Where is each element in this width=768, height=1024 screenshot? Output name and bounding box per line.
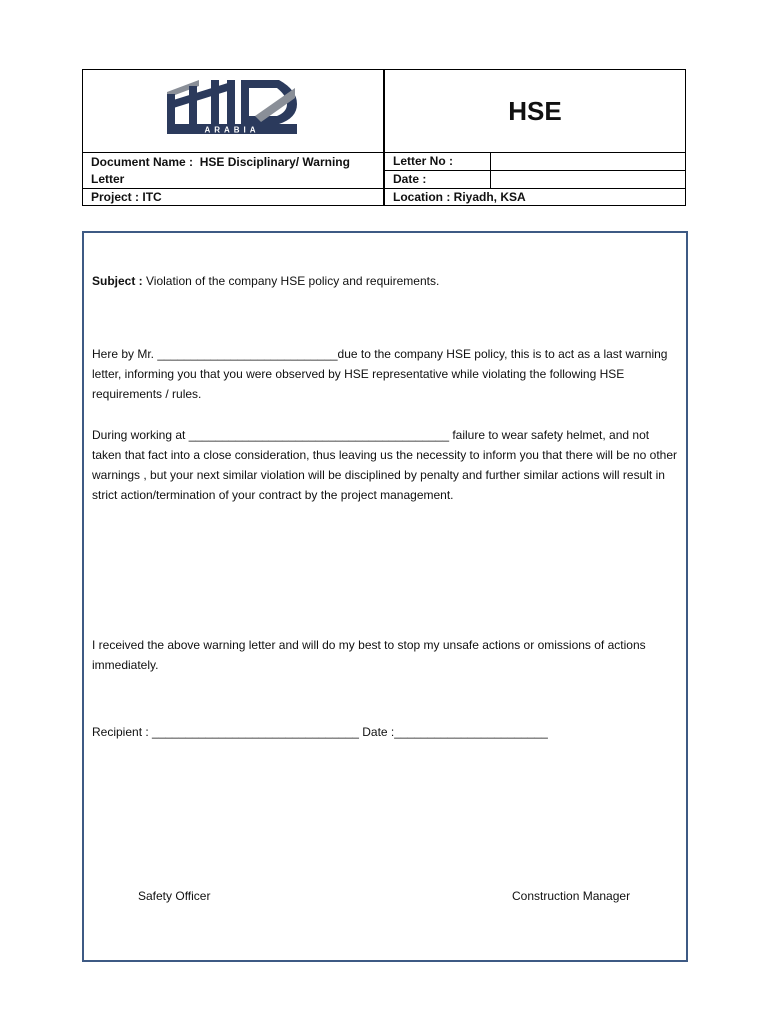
location-value: Riyadh, KSA [453, 190, 526, 204]
subject-line [92, 271, 680, 291]
letter-no-field[interactable] [491, 153, 685, 171]
header-title: HSE [385, 70, 685, 153]
project-cell [83, 189, 385, 206]
recipient-date-line: Recipient : _______________________________ Date :_______________________ [92, 725, 548, 739]
document-name-label: Document Name : [91, 155, 194, 169]
project-value: ITC [142, 190, 162, 204]
location-label: Location : [393, 190, 451, 204]
date-label: Date : [385, 171, 491, 189]
document-header-table [82, 69, 686, 206]
project-label: Project : [91, 190, 140, 204]
signature-safety-officer: Safety Officer [138, 889, 211, 903]
paragraph-violation-details: During working at _______________________________________ failure to wear safety helmet, and not taken that fact into a close consideration, thus leaving us the necessity to inform you that there will be no other warnings , but your next similar violation will be disciplined by penalty and further similar actions will result in strict action/termination of your contract by the project management. [92, 428, 677, 502]
logo-cell [83, 70, 385, 153]
company-logo [161, 76, 301, 136]
location-cell [385, 189, 685, 206]
date-field[interactable] [491, 171, 685, 189]
subject-label: Subject : [92, 274, 143, 288]
paragraph-acknowledgement: I received the above warning letter and will do my best to stop my unsafe actions or omissions of actions immediately. [92, 638, 646, 672]
letter-body-box [82, 231, 688, 962]
document-name-value: HSE Disciplinary/ Warning Letter [91, 155, 350, 186]
document-name-cell [83, 153, 385, 189]
logo-text: ARABIA [204, 125, 260, 135]
letter-no-label: Letter No : [385, 153, 491, 171]
subject-text: Violation of the company HSE policy and requirements. [142, 274, 440, 288]
paragraph-warning-intro: Here by Mr. ___________________________due to the company HSE policy, this is to act as a last warning letter, informing you that you were observed by HSE representative while violating the following HSE requirements / rules. [92, 347, 668, 401]
signature-construction-manager: Construction Manager [512, 889, 631, 903]
